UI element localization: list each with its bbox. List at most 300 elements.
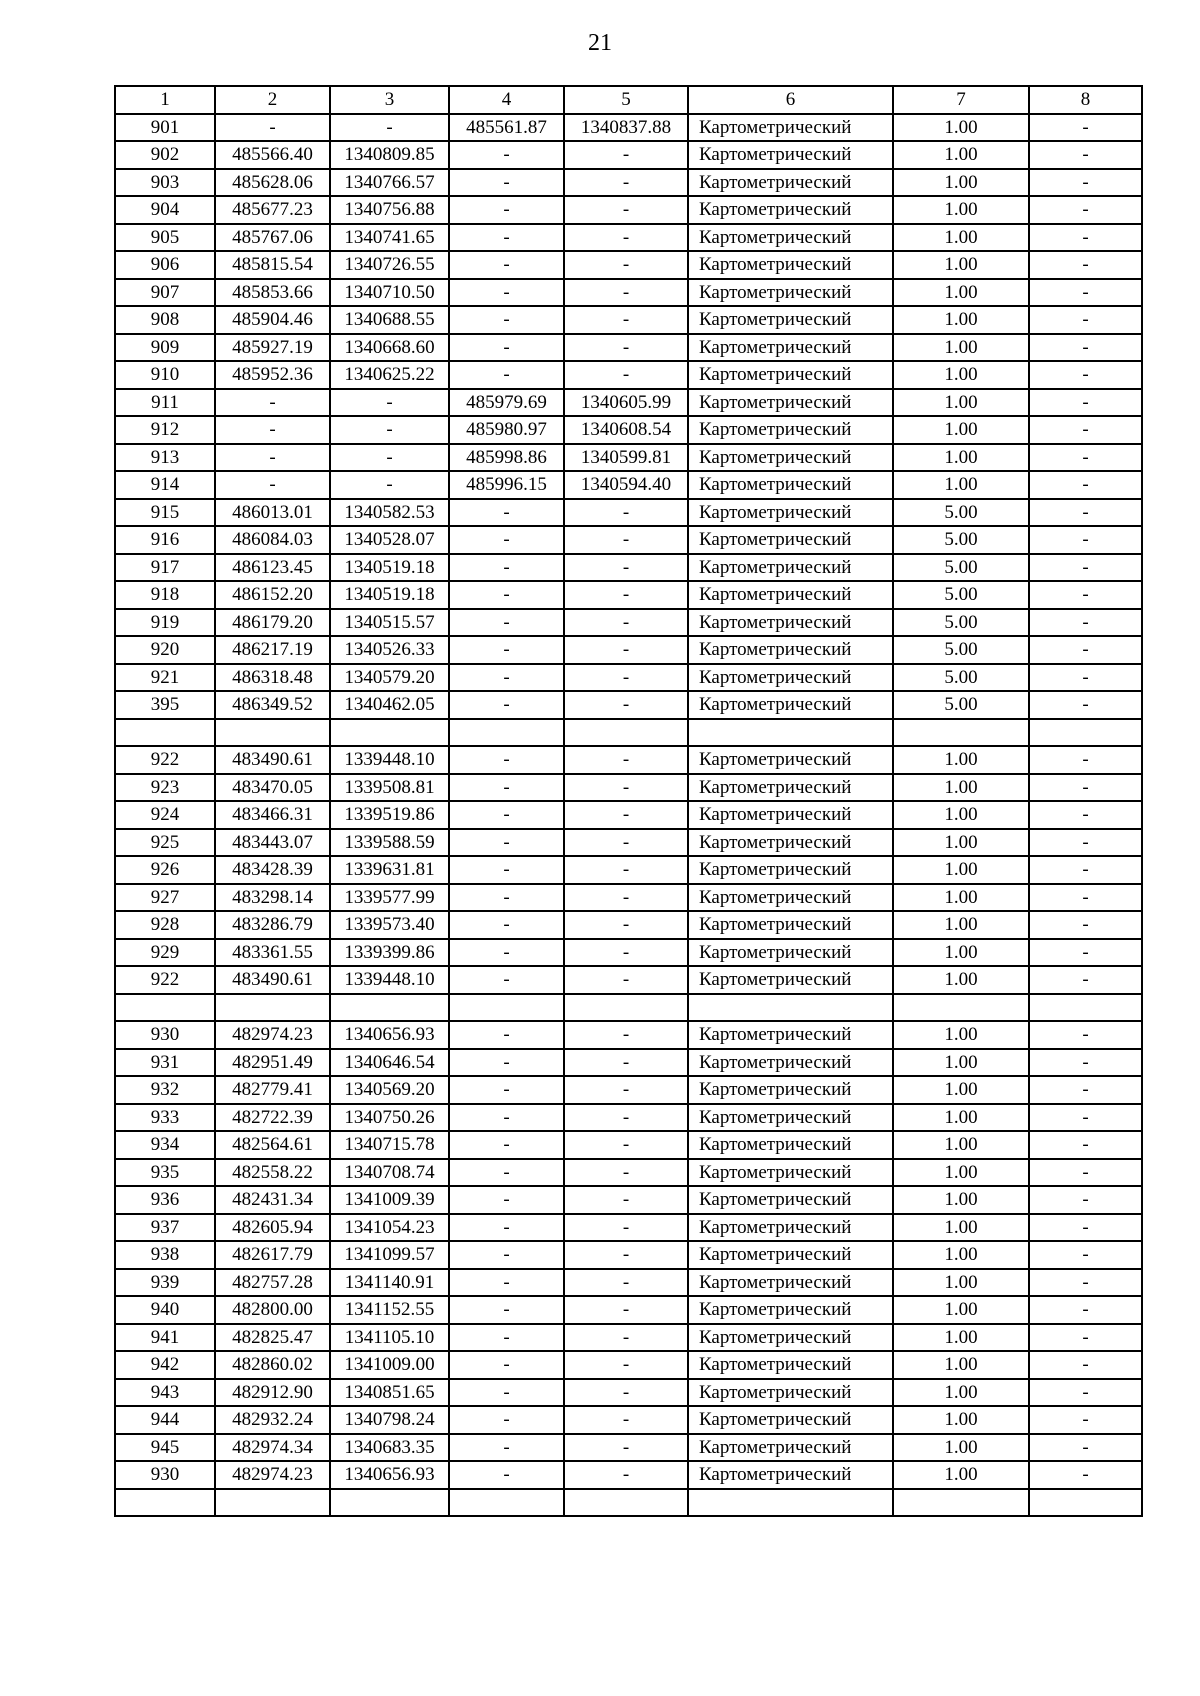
table-cell: 919 xyxy=(115,609,215,637)
table-cell: 929 xyxy=(115,939,215,967)
table-cell: - xyxy=(449,279,564,307)
table-cell: 1341009.00 xyxy=(330,1351,449,1379)
table-cell: Картометрический xyxy=(688,801,893,829)
table-cell: 1.00 xyxy=(893,801,1029,829)
table-cell: Картометрический xyxy=(688,1186,893,1214)
table-cell: 482757.28 xyxy=(215,1269,330,1297)
table-cell: - xyxy=(564,499,688,527)
table-cell: - xyxy=(564,334,688,362)
table-cell: 915 xyxy=(115,499,215,527)
table-cell xyxy=(115,994,215,1022)
table-cell: - xyxy=(1029,499,1142,527)
table-cell: - xyxy=(449,1186,564,1214)
table-cell: - xyxy=(564,1021,688,1049)
table-cell: Картометрический xyxy=(688,389,893,417)
table-cell: 482617.79 xyxy=(215,1241,330,1269)
table-cell: Картометрический xyxy=(688,1324,893,1352)
table-cell: - xyxy=(564,911,688,939)
table-cell: - xyxy=(449,664,564,692)
table-cell: - xyxy=(564,1241,688,1269)
table-cell: - xyxy=(449,526,564,554)
table-cell: 485677.23 xyxy=(215,196,330,224)
table-cell: 934 xyxy=(115,1131,215,1159)
table-cell: 5.00 xyxy=(893,609,1029,637)
table-cell: Картометрический xyxy=(688,1269,893,1297)
table-cell: - xyxy=(449,1049,564,1077)
table-cell xyxy=(893,994,1029,1022)
table-row xyxy=(115,801,1142,829)
table-cell: 914 xyxy=(115,471,215,499)
table-cell xyxy=(330,1489,449,1517)
table-cell: - xyxy=(564,251,688,279)
table-cell: - xyxy=(1029,1406,1142,1434)
table-cell: - xyxy=(449,691,564,719)
table-cell: - xyxy=(330,444,449,472)
table-cell: 1340526.33 xyxy=(330,636,449,664)
table-cell: 930 xyxy=(115,1021,215,1049)
table-cell: Картометрический xyxy=(688,1159,893,1187)
table-cell: 916 xyxy=(115,526,215,554)
table-cell: - xyxy=(449,1159,564,1187)
table-cell: 1340668.60 xyxy=(330,334,449,362)
table-cell: 1.00 xyxy=(893,1434,1029,1462)
table-cell: 485767.06 xyxy=(215,224,330,252)
table-row xyxy=(115,1131,1142,1159)
table-row xyxy=(115,1324,1142,1352)
table-cell: 485566.40 xyxy=(215,141,330,169)
table-cell: Картометрический xyxy=(688,939,893,967)
table-cell: 1340579.20 xyxy=(330,664,449,692)
table-cell: - xyxy=(449,196,564,224)
table-cell: 1340715.78 xyxy=(330,1131,449,1159)
table-cell: 482932.24 xyxy=(215,1406,330,1434)
table-cell: 485904.46 xyxy=(215,306,330,334)
table-cell: 483490.61 xyxy=(215,966,330,994)
table-body xyxy=(115,114,1142,1517)
table-cell: 927 xyxy=(115,884,215,912)
table-cell: 1.00 xyxy=(893,1049,1029,1077)
table-cell: 1.00 xyxy=(893,856,1029,884)
table-cell: 1.00 xyxy=(893,361,1029,389)
table-cell: Картометрический xyxy=(688,581,893,609)
table-cell: 910 xyxy=(115,361,215,389)
table-cell: - xyxy=(1029,1159,1142,1187)
table-cell: - xyxy=(564,966,688,994)
table-row xyxy=(115,636,1142,664)
table-row xyxy=(115,1214,1142,1242)
table-cell: 486123.45 xyxy=(215,554,330,582)
table-cell: - xyxy=(1029,1351,1142,1379)
header-cell: 7 xyxy=(893,86,1029,114)
table-cell: 930 xyxy=(115,1461,215,1489)
table-cell: - xyxy=(564,196,688,224)
table-cell: 1340519.18 xyxy=(330,554,449,582)
table-cell: 1.00 xyxy=(893,911,1029,939)
table-cell: 1340656.93 xyxy=(330,1021,449,1049)
table-cell: 482605.94 xyxy=(215,1214,330,1242)
table-row xyxy=(115,829,1142,857)
table-row xyxy=(115,1461,1142,1489)
table-cell: - xyxy=(564,1214,688,1242)
table-cell: Картометрический xyxy=(688,774,893,802)
header-cell: 3 xyxy=(330,86,449,114)
table-row xyxy=(115,1489,1142,1517)
table-row xyxy=(115,554,1142,582)
table-row xyxy=(115,416,1142,444)
table-cell: Картометрический xyxy=(688,1021,893,1049)
table-row xyxy=(115,306,1142,334)
table-cell: 1.00 xyxy=(893,1076,1029,1104)
table-cell: 1340608.54 xyxy=(564,416,688,444)
table-row xyxy=(115,884,1142,912)
table-cell: 1.00 xyxy=(893,966,1029,994)
table-cell: 1.00 xyxy=(893,1214,1029,1242)
table-cell: 1.00 xyxy=(893,1461,1029,1489)
table-cell: - xyxy=(1029,416,1142,444)
table-cell: Картометрический xyxy=(688,141,893,169)
header-cell: 5 xyxy=(564,86,688,114)
table-cell xyxy=(449,994,564,1022)
table-cell: - xyxy=(564,279,688,307)
table-cell: Картометрический xyxy=(688,361,893,389)
table-cell: 945 xyxy=(115,1434,215,1462)
table-cell: - xyxy=(449,1131,564,1159)
table-cell: - xyxy=(564,609,688,637)
table-cell: 1340688.55 xyxy=(330,306,449,334)
table-cell: 1340851.65 xyxy=(330,1379,449,1407)
table-cell: - xyxy=(449,306,564,334)
table-cell: Картометрический xyxy=(688,196,893,224)
table-cell: 928 xyxy=(115,911,215,939)
table-cell: - xyxy=(1029,389,1142,417)
table-cell: 905 xyxy=(115,224,215,252)
table-cell: - xyxy=(564,1269,688,1297)
table-cell: 1.00 xyxy=(893,829,1029,857)
table-cell: - xyxy=(1029,911,1142,939)
table-cell: 5.00 xyxy=(893,636,1029,664)
table-cell: 1340528.07 xyxy=(330,526,449,554)
table-cell: Картометрический xyxy=(688,499,893,527)
table-cell: 904 xyxy=(115,196,215,224)
table-cell: 1.00 xyxy=(893,939,1029,967)
table-cell: 1.00 xyxy=(893,169,1029,197)
table-cell: 1340756.88 xyxy=(330,196,449,224)
table-cell: - xyxy=(1029,1324,1142,1352)
table-row xyxy=(115,224,1142,252)
table-cell: - xyxy=(564,801,688,829)
table-cell: - xyxy=(1029,801,1142,829)
table-row xyxy=(115,691,1142,719)
table-cell: 1.00 xyxy=(893,279,1029,307)
table-cell: 913 xyxy=(115,444,215,472)
table-row xyxy=(115,911,1142,939)
table-row xyxy=(115,1269,1142,1297)
table-cell xyxy=(215,994,330,1022)
table-cell: 922 xyxy=(115,746,215,774)
table-cell: 1.00 xyxy=(893,1241,1029,1269)
table-cell: 1339448.10 xyxy=(330,966,449,994)
table-cell: 1.00 xyxy=(893,1406,1029,1434)
table-cell: - xyxy=(1029,526,1142,554)
table-cell: - xyxy=(564,636,688,664)
header-cell: 8 xyxy=(1029,86,1142,114)
table-cell: - xyxy=(330,114,449,142)
table-cell: 483466.31 xyxy=(215,801,330,829)
table-row xyxy=(115,1241,1142,1269)
table-cell: 1339577.99 xyxy=(330,884,449,912)
table-cell: - xyxy=(1029,829,1142,857)
table-cell: - xyxy=(1029,966,1142,994)
page-number: 21 xyxy=(588,30,612,56)
table-cell: 1.00 xyxy=(893,471,1029,499)
table-cell: - xyxy=(449,829,564,857)
table-cell: 483490.61 xyxy=(215,746,330,774)
table-cell: 924 xyxy=(115,801,215,829)
table-cell: - xyxy=(564,884,688,912)
table-cell: - xyxy=(564,581,688,609)
table-row xyxy=(115,1186,1142,1214)
table-cell: Картометрический xyxy=(688,1406,893,1434)
table-cell: - xyxy=(449,1076,564,1104)
table-cell: 1340741.65 xyxy=(330,224,449,252)
table-cell: 482974.23 xyxy=(215,1461,330,1489)
table-cell: - xyxy=(564,829,688,857)
table-cell: - xyxy=(449,1351,564,1379)
table-cell: Картометрический xyxy=(688,1379,893,1407)
table-cell: 485996.15 xyxy=(449,471,564,499)
table-cell: 483286.79 xyxy=(215,911,330,939)
table-cell: 1340766.57 xyxy=(330,169,449,197)
table-cell xyxy=(330,994,449,1022)
table-cell: 1340683.35 xyxy=(330,1434,449,1462)
table-cell: - xyxy=(1029,774,1142,802)
table-cell: - xyxy=(1029,306,1142,334)
table-cell: 482564.61 xyxy=(215,1131,330,1159)
table-cell: 1.00 xyxy=(893,389,1029,417)
table-cell: 1340710.50 xyxy=(330,279,449,307)
table-cell: - xyxy=(449,169,564,197)
table-cell: 482558.22 xyxy=(215,1159,330,1187)
table-cell: - xyxy=(1029,691,1142,719)
table-row xyxy=(115,1351,1142,1379)
table-cell: - xyxy=(564,1406,688,1434)
table-cell: Картометрический xyxy=(688,279,893,307)
table-cell: - xyxy=(1029,1131,1142,1159)
table-cell: - xyxy=(1029,581,1142,609)
header-cell: 4 xyxy=(449,86,564,114)
table-cell: 1341099.57 xyxy=(330,1241,449,1269)
table-cell: - xyxy=(1029,1186,1142,1214)
table-cell: - xyxy=(449,1324,564,1352)
table-cell: Картометрический xyxy=(688,1296,893,1324)
table-cell: - xyxy=(449,141,564,169)
table-cell: 1340726.55 xyxy=(330,251,449,279)
table-cell: 1.00 xyxy=(893,114,1029,142)
table-cell: 1.00 xyxy=(893,444,1029,472)
table-cell: - xyxy=(564,1131,688,1159)
table-cell: 1.00 xyxy=(893,1021,1029,1049)
table-cell: Картометрический xyxy=(688,966,893,994)
table-row xyxy=(115,939,1142,967)
table-cell: - xyxy=(1029,141,1142,169)
table-cell: 922 xyxy=(115,966,215,994)
table-cell: 5.00 xyxy=(893,526,1029,554)
table-cell: - xyxy=(564,1076,688,1104)
table-cell: 483428.39 xyxy=(215,856,330,884)
table-cell: 1.00 xyxy=(893,1186,1029,1214)
table-cell xyxy=(688,719,893,747)
header-cell: 1 xyxy=(115,86,215,114)
table-cell: - xyxy=(215,416,330,444)
table-cell: - xyxy=(449,774,564,802)
table-cell: 1.00 xyxy=(893,1269,1029,1297)
coordinates-table xyxy=(114,85,1143,1517)
table-cell: Картометрический xyxy=(688,224,893,252)
table-row xyxy=(115,471,1142,499)
table-cell: - xyxy=(215,471,330,499)
table-row xyxy=(115,169,1142,197)
table-cell: 485980.97 xyxy=(449,416,564,444)
table-row xyxy=(115,389,1142,417)
table-cell: Картометрический xyxy=(688,306,893,334)
table-cell xyxy=(330,719,449,747)
table-row xyxy=(115,444,1142,472)
table-cell: - xyxy=(564,1104,688,1132)
table-cell: Картометрический xyxy=(688,609,893,637)
table-cell: Картометрический xyxy=(688,1049,893,1077)
table-cell: 943 xyxy=(115,1379,215,1407)
table-cell: - xyxy=(449,1269,564,1297)
table-cell: 1340837.88 xyxy=(564,114,688,142)
table-cell: - xyxy=(449,251,564,279)
table-cell: - xyxy=(449,1214,564,1242)
table-cell: 486318.48 xyxy=(215,664,330,692)
table-cell: Картометрический xyxy=(688,554,893,582)
table-cell: 1340519.18 xyxy=(330,581,449,609)
table-cell: 920 xyxy=(115,636,215,664)
table-cell: 1.00 xyxy=(893,1379,1029,1407)
table-cell: - xyxy=(564,746,688,774)
table-cell: 1341054.23 xyxy=(330,1214,449,1242)
table-cell xyxy=(115,719,215,747)
table-cell: Картометрический xyxy=(688,114,893,142)
table-cell: 486013.01 xyxy=(215,499,330,527)
table-cell: - xyxy=(1029,361,1142,389)
table-cell: - xyxy=(1029,196,1142,224)
table-cell: - xyxy=(1029,1021,1142,1049)
table-cell: 1.00 xyxy=(893,251,1029,279)
table-cell: - xyxy=(564,856,688,884)
table-row xyxy=(115,1159,1142,1187)
table-cell: 482912.90 xyxy=(215,1379,330,1407)
table-cell: - xyxy=(564,1461,688,1489)
table-cell: 485853.66 xyxy=(215,279,330,307)
table-cell: - xyxy=(215,114,330,142)
table-cell: Картометрический xyxy=(688,884,893,912)
table-cell xyxy=(564,719,688,747)
table-cell: 923 xyxy=(115,774,215,802)
table-cell: 933 xyxy=(115,1104,215,1132)
table-row xyxy=(115,1379,1142,1407)
table-row xyxy=(115,196,1142,224)
table-cell: 938 xyxy=(115,1241,215,1269)
table-row xyxy=(115,994,1142,1022)
table-cell: Картометрический xyxy=(688,1241,893,1269)
table-cell: - xyxy=(564,1379,688,1407)
table-cell: 902 xyxy=(115,141,215,169)
table-cell: Картометрический xyxy=(688,911,893,939)
table-row xyxy=(115,1076,1142,1104)
table-cell: 485998.86 xyxy=(449,444,564,472)
table-row xyxy=(115,1434,1142,1462)
table-cell: - xyxy=(449,1296,564,1324)
table-cell: 939 xyxy=(115,1269,215,1297)
table-cell: - xyxy=(564,306,688,334)
table-cell: - xyxy=(449,1434,564,1462)
table-row xyxy=(115,251,1142,279)
table-cell: - xyxy=(1029,1379,1142,1407)
table-cell: Картометрический xyxy=(688,829,893,857)
table-cell: 1.00 xyxy=(893,774,1029,802)
table-cell: 935 xyxy=(115,1159,215,1187)
table-cell: Картометрический xyxy=(688,691,893,719)
table-cell: 1.00 xyxy=(893,1324,1029,1352)
table-cell: - xyxy=(1029,746,1142,774)
table-cell: 1.00 xyxy=(893,1296,1029,1324)
table-cell: Картометрический xyxy=(688,416,893,444)
table-cell: - xyxy=(1029,1214,1142,1242)
table-row xyxy=(115,719,1142,747)
table-cell: - xyxy=(564,169,688,197)
table-cell: 482974.23 xyxy=(215,1021,330,1049)
table-cell: - xyxy=(564,224,688,252)
table-cell: - xyxy=(449,939,564,967)
table-cell: 936 xyxy=(115,1186,215,1214)
table-row xyxy=(115,114,1142,142)
table-cell: 944 xyxy=(115,1406,215,1434)
table-cell: 482722.39 xyxy=(215,1104,330,1132)
table-cell: Картометрический xyxy=(688,444,893,472)
table-cell xyxy=(115,1489,215,1517)
table-cell: - xyxy=(449,636,564,664)
table-cell: - xyxy=(449,1021,564,1049)
table-cell: 937 xyxy=(115,1214,215,1242)
table-cell: Картометрический xyxy=(688,1104,893,1132)
table-cell: 1339573.40 xyxy=(330,911,449,939)
table-row xyxy=(115,1104,1142,1132)
table-row xyxy=(115,141,1142,169)
table-cell: 485979.69 xyxy=(449,389,564,417)
table-cell: - xyxy=(215,444,330,472)
table-cell: 486217.19 xyxy=(215,636,330,664)
table-cell: Картометрический xyxy=(688,1461,893,1489)
table-cell: - xyxy=(564,939,688,967)
table-cell: 1339519.86 xyxy=(330,801,449,829)
table-cell: 903 xyxy=(115,169,215,197)
table-cell: - xyxy=(564,361,688,389)
table-cell: - xyxy=(564,554,688,582)
table-cell xyxy=(449,719,564,747)
table-cell: - xyxy=(215,389,330,417)
table-row xyxy=(115,774,1142,802)
table-cell: 395 xyxy=(115,691,215,719)
table-row xyxy=(115,526,1142,554)
table-cell: - xyxy=(564,1351,688,1379)
table-cell: 908 xyxy=(115,306,215,334)
table-cell: - xyxy=(564,1324,688,1352)
table-cell: 1.00 xyxy=(893,1351,1029,1379)
table-cell: 909 xyxy=(115,334,215,362)
